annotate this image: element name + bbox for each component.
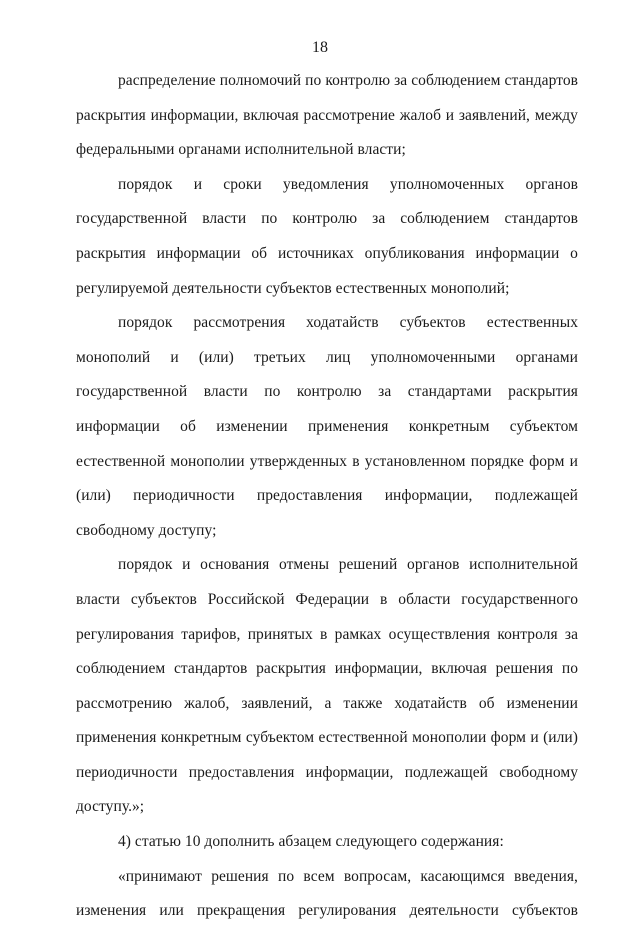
page-number: 18 — [312, 39, 328, 56]
paragraph-petition-review: порядок рассмотрения ходатайств субъектов естественных монополий и (или) третьих лиц уполномоченными органами государственной власти по контролю за стандартами раскрытия информации об изменении применения конкретным субъектом естественной монополии утвержденных в установленном порядке форм и (или) периодичности предоставления информации, подлежащей свободному доступу; — [76, 314, 578, 539]
paragraph-powers-distribution: распределение полномочий по контролю за соблюдением стандартов раскрытия информации, включая рассмотрение жалоб и заявлений, между федеральными органами исполнительной власти; — [76, 72, 578, 159]
document-body — [76, 64, 578, 929]
paragraph-decision-cancellation: порядок и основания отмены решений органов исполнительной власти субъектов Российской Федерации в области государственного регулирования тарифов, принятых в рамках осуществления контроля за соблюдением стандартов раскрытия информации, включая решения по рассмотрению жалоб, заявлений, а также ходатайств об изменении применения конкретным субъектом естественной монополии форм и (или) периодичности предоставления информации, подлежащей свободному доступу.»; — [76, 556, 578, 816]
paragraph-notification-procedure: порядок и сроки уведомления уполномоченных органов государственной власти по контролю за соблюдением стандартов раскрытия информации об источниках опубликования информации о регулируемой деятельности субъектов естественных монополий; — [76, 175, 578, 297]
paragraph-quoted-addition: «принимают решения по всем вопросам, касающимся введения, изменения или прекращения регулирования деятельности субъектов — [76, 867, 578, 920]
paragraph-article-10-amendment: 4) статью 10 дополнить абзацем следующего содержания: — [118, 833, 504, 851]
